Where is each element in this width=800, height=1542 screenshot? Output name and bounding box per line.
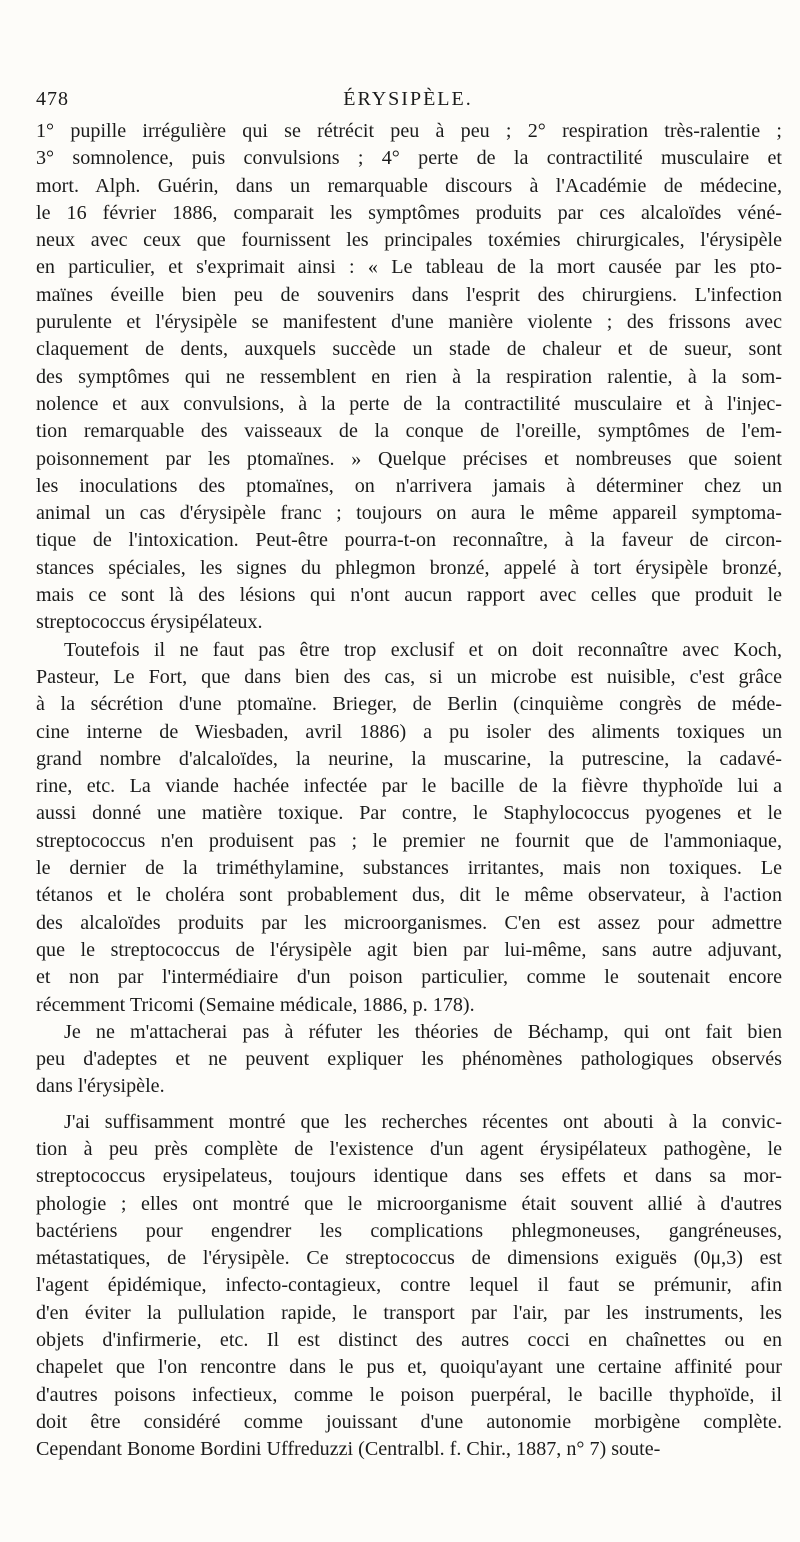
text-line: des alcaloïdes produits par les microorganismes. C'en est assez pour admettre bbox=[36, 911, 782, 934]
text-line: purulente et l'érysipèle se manifestent d'une manière violente ; des frissons avec bbox=[36, 311, 782, 334]
text-line: neux avec ceux que fournissent les principales toxémies chirurgicales, l'érysipèle bbox=[36, 229, 782, 252]
text-line: que le streptococcus de l'érysipèle agit bien par lui-même, sans autre adjuvant, bbox=[36, 938, 782, 961]
text-line: objets d'infirmerie, etc. Il est distinct des autres cocci en chaînettes ou en bbox=[36, 1329, 782, 1352]
text-line: nolence et aux convulsions, à la perte de la contractilité musculaire et à l'injec- bbox=[36, 392, 782, 415]
text-line: stances spéciales, les signes du phlegmon bronzé, appelé à tort érysipèle bronzé, bbox=[36, 556, 782, 579]
text-line: Pasteur, Le Fort, que dans bien des cas, si un microbe est nuisible, c'est grâce bbox=[36, 665, 782, 688]
text-line: à la sécrétion d'une ptomaïne. Brieger, de Berlin (cinquième congrès de méde- bbox=[36, 693, 782, 716]
paragraph bbox=[36, 1109, 782, 1464]
text-line: d'autres poisons infectieux, comme le poison puerpéral, le bacille thyphoïde, il bbox=[36, 1383, 782, 1406]
text-line: bactériens pour engendrer les complications phlegmoneuses, gangréneuses, bbox=[36, 1219, 782, 1242]
text-line: Cependant Bonome Bordini Uffreduzzi (Centralbl. f. Chir., 1887, n° 7) soute- bbox=[36, 1438, 661, 1461]
text-line: chapelet que l'on rencontre dans le pus et, quoiqu'ayant une certaine affinité pour bbox=[36, 1356, 782, 1379]
text-line: claquement de dents, auxquels succède un stade de chaleur et de sueur, sont bbox=[36, 338, 782, 361]
text-line: rine, etc. La viande hachée infectée par le bacille de la fièvre thyphoïde lui a bbox=[36, 775, 782, 798]
text-line: le dernier de la triméthylamine, substances irritantes, mais non toxiques. Le bbox=[36, 857, 782, 880]
text-line: mort. Alph. Guérin, dans un remarquable discours à l'Académie de médecine, bbox=[36, 174, 782, 197]
paragraph bbox=[36, 1019, 782, 1101]
page-number: 478 bbox=[36, 88, 69, 110]
paragraph bbox=[36, 637, 782, 1019]
text-line: grand nombre d'alcaloïdes, la neurine, la muscarine, la putrescine, la cadavé- bbox=[36, 747, 782, 770]
text-line: tique de l'intoxication. Peut-être pourra-t-on reconnaître, à la faveur de circon- bbox=[36, 529, 782, 552]
text-line: Toutefois il ne faut pas être trop exclusif et on doit reconnaître avec Koch, bbox=[64, 638, 782, 661]
text-line: tion à peu près complète de l'existence d'un agent érysipélateux pathogène, le bbox=[36, 1137, 782, 1160]
text-line: des symptômes qui ne ressemblent en rien à la respiration ralentie, à la som- bbox=[36, 365, 782, 388]
text-line: le 16 février 1886, comparait les symptômes produits par ces alcaloïdes véné- bbox=[36, 201, 782, 224]
paragraph bbox=[36, 118, 782, 637]
text-line: en particulier, et s'exprimait ainsi : « Le tableau de la mort causée par les pto- bbox=[36, 256, 782, 279]
text-line: streptococcus érysipélateux. bbox=[36, 611, 263, 634]
text-line: phologie ; elles ont montré que le microorganisme était souvent allié à d'autres bbox=[36, 1192, 782, 1215]
text-line: animal un cas d'érysipèle franc ; toujours on aura le même appareil symptoma- bbox=[36, 502, 782, 525]
text-line: poisonnement par les ptomaïnes. » Quelque précises et nombreuses que soient bbox=[36, 447, 782, 470]
text-line: récemment Tricomi (Semaine médicale, 1886, p. 178). bbox=[36, 993, 475, 1016]
text-line: dans l'érysipèle. bbox=[36, 1075, 165, 1098]
text-line: mais ce sont là des lésions qui n'ont aucun rapport avec celles que produit le bbox=[36, 584, 782, 607]
text-line: peu d'adeptes et ne peuvent expliquer les phénomènes pathologiques observés bbox=[36, 1048, 782, 1071]
text-line: maïnes éveille bien peu de souvenirs dans l'esprit des chirurgiens. L'infection bbox=[36, 283, 782, 306]
text-line: d'en éviter la pullulation rapide, le transport par l'air, par les instruments, les bbox=[36, 1301, 782, 1324]
text-line: aussi donné une matière toxique. Par contre, le Staphylococcus pyogenes et le bbox=[36, 802, 782, 825]
text-line: cine interne de Wiesbaden, avril 1886) a pu isoler des aliments toxiques un bbox=[36, 720, 782, 743]
running-title: ÉRYSIPÈLE. bbox=[343, 88, 473, 110]
page-body bbox=[36, 118, 782, 1464]
text-line: 1° pupille irrégulière qui se rétrécit peu à peu ; 2° respiration très-ralentie ; bbox=[36, 120, 782, 142]
text-line: doit être considéré comme jouissant d'une autonomie morbigène complète. bbox=[36, 1410, 782, 1433]
text-line: tétanos et le choléra sont probablement dus, dit le même observateur, à l'action bbox=[36, 884, 782, 907]
text-line: tion remarquable des vaisseaux de la conque de l'oreille, symptômes de l'em- bbox=[36, 420, 782, 443]
page-header bbox=[36, 88, 780, 118]
text-line: et non par l'intermédiaire d'un poison particulier, comme le soutenait encore bbox=[36, 966, 782, 989]
text-line: Je ne m'attacherai pas à réfuter les théories de Béchamp, qui ont fait bien bbox=[64, 1020, 782, 1043]
text-line: l'agent épidémique, infecto-contagieux, contre lequel il faut se prémunir, afin bbox=[36, 1274, 782, 1297]
text-line: 3° somnolence, puis convulsions ; 4° perte de la contractilité musculaire et bbox=[36, 147, 782, 170]
text-line: J'ai suffisamment montré que les recherches récentes ont abouti à la convic- bbox=[64, 1110, 782, 1133]
paragraph-gap bbox=[36, 1101, 782, 1109]
text-line: streptococcus erysipelateus, toujours identique dans ses effets et dans sa mor- bbox=[36, 1165, 782, 1188]
text-line: les inoculations des ptomaïnes, on n'arrivera jamais à déterminer chez un bbox=[36, 474, 782, 497]
text-line: métastatiques, de l'érysipèle. Ce streptococcus de dimensions exiguës (0μ,3) est bbox=[36, 1247, 782, 1270]
text-line: streptococcus n'en produisent pas ; le premier ne fournit que de l'ammoniaque, bbox=[36, 829, 782, 852]
